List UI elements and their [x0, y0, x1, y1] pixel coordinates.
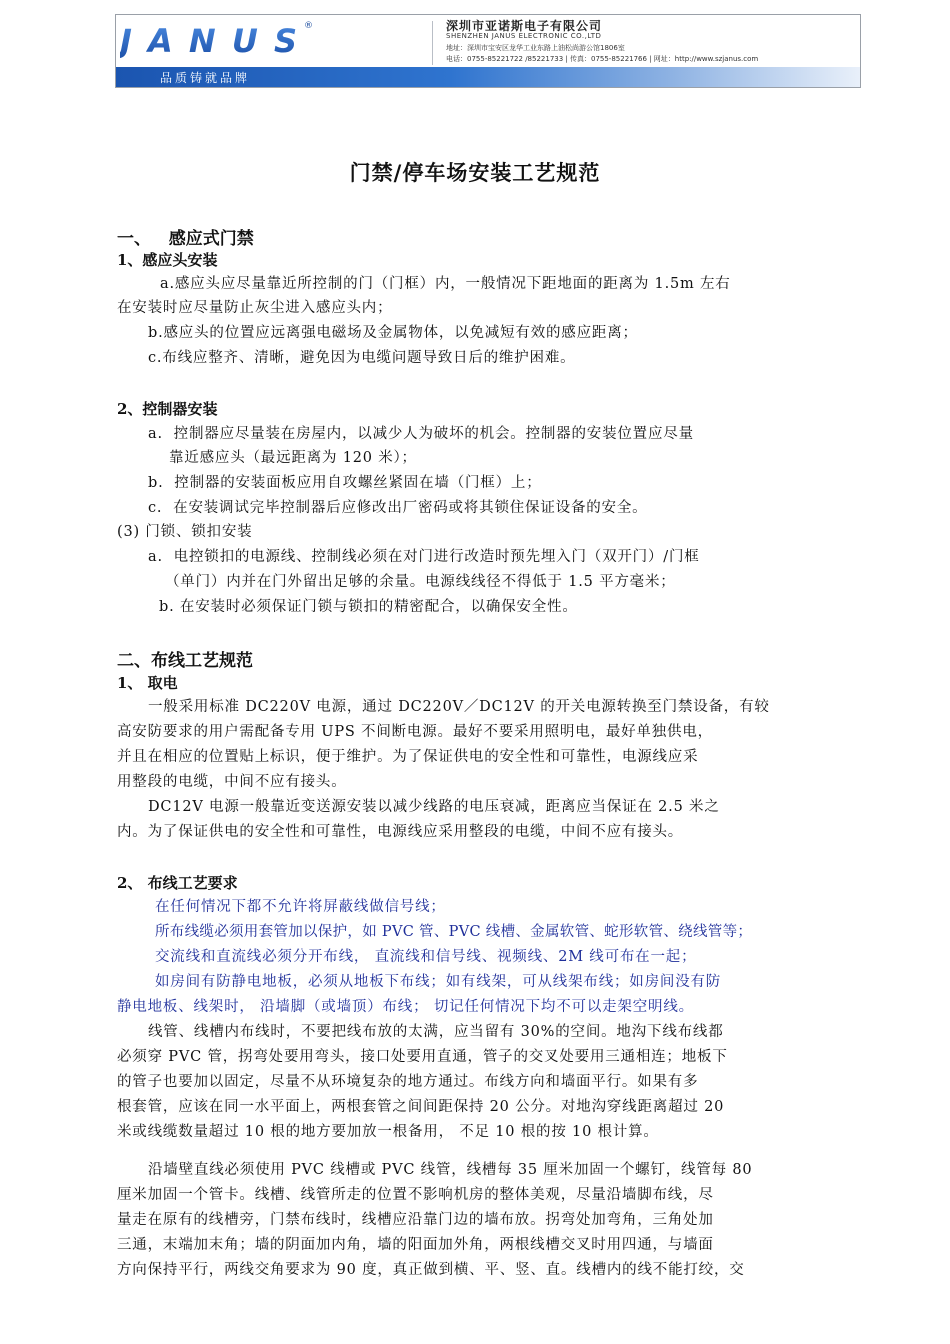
paragraph-line: 并且在相应的位置贴上标识，便于维护。为了保证供电的安全性和可靠性，电源线应采 — [117, 749, 699, 765]
paragraph-line: a. 控制器应尽量装在房屋内，以减少人为破坏的机会。控制器的安装位置应尽量 — [148, 426, 694, 442]
paragraph-line: 根套管，应该在同一水平面上，两根套管之间间距保持 20 公分。对地沟穿线距离超过 20 — [117, 1099, 725, 1115]
highlight-line: 静电地板、线架时， 沿墙脚（或墙顶）布线； 切记任何情况下均不可以走架空明线。 — [117, 999, 694, 1015]
slogan-bar — [116, 67, 860, 87]
logo-text: JANUS — [120, 22, 300, 60]
document-title: 门禁/停车场安装工艺规范 — [349, 160, 601, 185]
paragraph-line: c.布线应整齐、清晰，避免因为电缆问题导致日后的维护困难。 — [148, 350, 576, 366]
registered-mark: ® — [304, 21, 313, 31]
paragraph-line: 的管子也要加以固定，尽量不从环境复杂的地方通过。布线方向和墙面平行。如果有多 — [117, 1074, 699, 1090]
section-1-1-heading: 1、感应头安装 — [117, 251, 218, 269]
paragraph-line: 高安防要求的用户需配备专用 UPS 不间断电源。最好不要采用照明电，最好单独供电， — [117, 724, 713, 740]
section-1-3-heading: (3) 门锁、锁扣安装 — [117, 524, 253, 540]
paragraph-line: 必须穿 PVC 管，拐弯处要用弯头，接口处要用直通，管子的交叉处要用三通相连；地板下 — [117, 1049, 728, 1065]
highlight-line: 交流线和直流线必须分开布线， 直流线和信号线、视频线、2M 线可布在一起； — [155, 949, 697, 965]
paragraph-line: 米或线缆数量超过 10 根的地方要加放一根备用， 不足 10 根的按 10 根计算。 — [117, 1124, 659, 1140]
paragraph-line: 三通，末端加末角；墙的阴面加内角，墙的阳面加外角，两根线槽交叉时用四通，与墙面 — [117, 1237, 714, 1253]
paragraph-line: b. 控制器的安装面板应用自攻螺丝紧固在墙（门框）上； — [148, 475, 542, 491]
section-1-heading: 一、 感应式门禁 — [117, 229, 254, 249]
section-2-1-heading: 1、 取电 — [117, 674, 178, 692]
highlight-line: 所布线缆必须用套管加以保护，如 PVC 管、PVC 线槽、金属软管、蛇形软管、绕线管等； — [155, 924, 753, 940]
highlight-line: 如房间有防静电地板，必须从地板下布线；如有线架，可从线架布线；如房间没有防 — [155, 974, 722, 990]
header-divider — [432, 21, 433, 65]
letterhead — [115, 14, 861, 88]
paragraph-line: 靠近感应头（最远距离为 120 米）； — [169, 450, 417, 466]
section-2-heading: 二、布线工艺规范 — [117, 651, 253, 671]
slogan: 品质铸就品牌 — [160, 71, 251, 85]
company-name-en: SHENZHEN JANUS ELECTRONIC CO.,LTD — [446, 32, 602, 40]
janus-logo — [120, 21, 310, 61]
paragraph-line: 线管、线槽内布线时，不要把线布放的太满，应当留有 30%的空间。地沟下线布线都 — [148, 1024, 724, 1040]
paragraph-line: 用整段的电缆，中间不应有接头。 — [117, 774, 347, 790]
paragraph-line: 内。为了保证供电的安全性和可靠性，电源线应采用整段的电缆，中间不应有接头。 — [117, 824, 684, 840]
paragraph-line: DC12V 电源一般靠近变送源安装以减少线路的电压衰减，距离应当保证在 2.5 米之 — [148, 799, 720, 815]
highlight-line: 在任何情况下都不允许将屏蔽线做信号线； — [155, 899, 446, 915]
paragraph-line: 沿墙壁直线必须使用 PVC 线槽或 PVC 线管，线槽每 35 厘米加固一个螺钉，线管每 80 — [148, 1162, 753, 1178]
company-address: 地址：深圳市宝安区龙华工业东路上油松尚游公馆1806室 — [446, 44, 625, 52]
paragraph-line: 厘米加固一个管卡。线槽、线管所走的位置不影响机房的整体美观，尽量沿墙脚布线，尽 — [117, 1187, 714, 1203]
paragraph-line: 量走在原有的线槽旁，门禁布线时，线槽应沿靠门边的墙布放。拐弯处加弯角，三角处加 — [117, 1212, 714, 1228]
paragraph-line: 在安装时应尽量防止灰尘进入感应头内； — [117, 300, 393, 316]
paragraph-line: b. 在安装时必须保证门锁与锁扣的精密配合，以确保安全性。 — [159, 599, 578, 615]
paragraph-line: （单门）内并在门外留出足够的余量。电源线线径不得低于 1.5 平方毫米； — [165, 574, 676, 590]
paragraph-line: b.感应头的位置应远离强电磁场及金属物体，以免减短有效的感应距离； — [148, 325, 638, 341]
paragraph-line: a.感应头应尽量靠近所控制的门（门框）内，一般情况下距地面的距离为 1.5m 左右 — [160, 276, 731, 292]
paragraph-line: c. 在安装调试完毕控制器后应修改出厂密码或将其锁住保证设备的安全。 — [148, 500, 648, 516]
section-2-2-heading: 2、 布线工艺要求 — [117, 874, 238, 892]
paragraph-line: a. 电控锁扣的电源线、控制线必须在对门进行改造时预先埋入门（双开门）/门框 — [148, 549, 700, 565]
section-1-2-heading: 2、控制器安装 — [117, 400, 218, 418]
paragraph-line: 一般采用标准 DC220V 电源，通过 DC220V／DC12V 的开关电源转换至门禁设备，有较 — [148, 699, 770, 715]
paragraph-line: 方向保持平行，两线交角要求为 90 度，真正做到横、平、竖、直。线槽内的线不能打绞，交 — [117, 1262, 745, 1278]
company-contact: 电话：0755-85221722 /85221733 | 传真：0755-85221766 | 网址：http://www.szjanus.com — [446, 55, 759, 63]
company-name-cn: 深圳市亚诺斯电子有限公司 — [446, 19, 603, 33]
